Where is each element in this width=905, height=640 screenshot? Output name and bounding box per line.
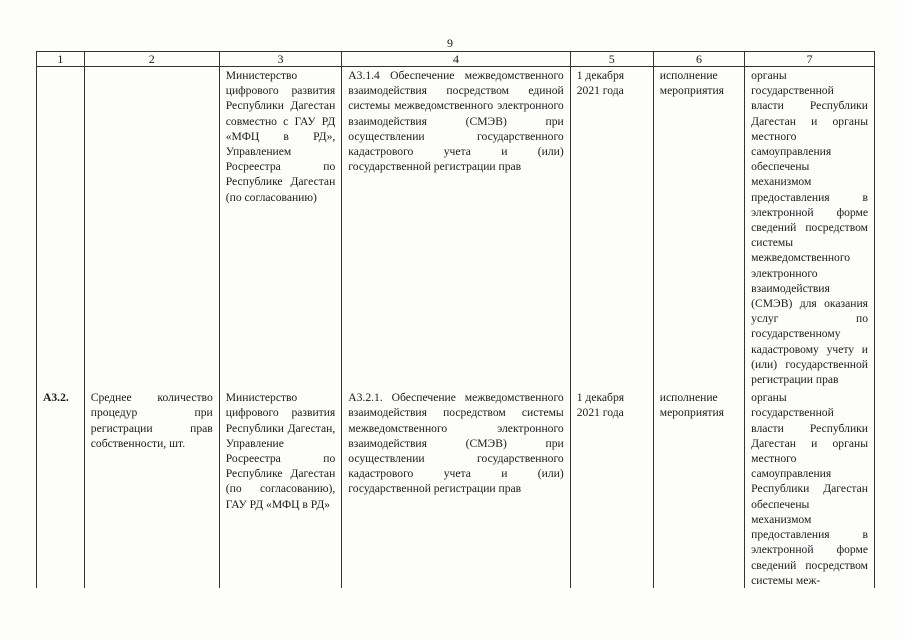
measure-description: А3.1.4 Обеспечение межведомственного взаимодействия посредством единой системы межведомственного электронного взаимодействия (СМЭВ) при осуществлении государственного кадастрового учета и (или) государственной регистрации прав (342, 67, 570, 388)
indicator-name (84, 67, 219, 388)
deadline: 1 декабря 2021 года (570, 67, 653, 388)
column-number-2: 2 (84, 52, 219, 67)
expected-result: органы государственной власти Республики Дагестан и органы местного самоуправления обеспечены механизмом предоставления в электронной форме сведений посредством системы межведомственного электронного взаимодействия (СМЭВ) для оказания услуг по государственному кадастровому учету и (или) государственной регистрации прав (745, 67, 875, 388)
column-number-6: 6 (653, 52, 744, 67)
table-row (37, 387, 875, 588)
column-number-4: 4 (342, 52, 570, 67)
responsible-executor: Министерство цифрового развития Республики Дагестан, Управление Росреестра по Республике Дагестан (по согласованию), ГАУ РД «МФЦ в РД» (219, 387, 342, 588)
measure-description: А3.2.1. Обеспечение межведомственного взаимодействия посредством системы межведомственного электронного взаимодействия (СМЭВ) при осуществлении государственного кадастрового учета и (или) государственной регистрации прав (342, 387, 570, 588)
page-number: 9 (447, 36, 453, 50)
status: исполнение мероприятия (653, 67, 744, 388)
indicator-name: Среднее количество процедур при регистрации прав собственности, шт. (84, 387, 219, 588)
column-number-1: 1 (37, 52, 85, 67)
column-number-7: 7 (745, 52, 875, 67)
indicator-code: А3.2. (37, 387, 85, 588)
responsible-executor: Министерство цифрового развития Республики Дагестан совместно с ГАУ РД «МФЦ в РД», Управлением Росреестра по Республике Дагестан (по согласованию) (219, 67, 342, 388)
column-number-3: 3 (219, 52, 342, 67)
column-number-5: 5 (570, 52, 653, 67)
column-number-row (37, 52, 875, 67)
table-row (37, 67, 875, 388)
deadline: 1 декабря 2021 года (570, 387, 653, 588)
measures-table (36, 51, 875, 588)
expected-result: органы государственной власти Республики Дагестан и органы местного самоуправления Республики Дагестан обеспечены механизмом предоставления в электронной форме сведений посредством системы меж- (745, 387, 875, 588)
status: исполнение мероприятия (653, 387, 744, 588)
indicator-code (37, 67, 85, 388)
